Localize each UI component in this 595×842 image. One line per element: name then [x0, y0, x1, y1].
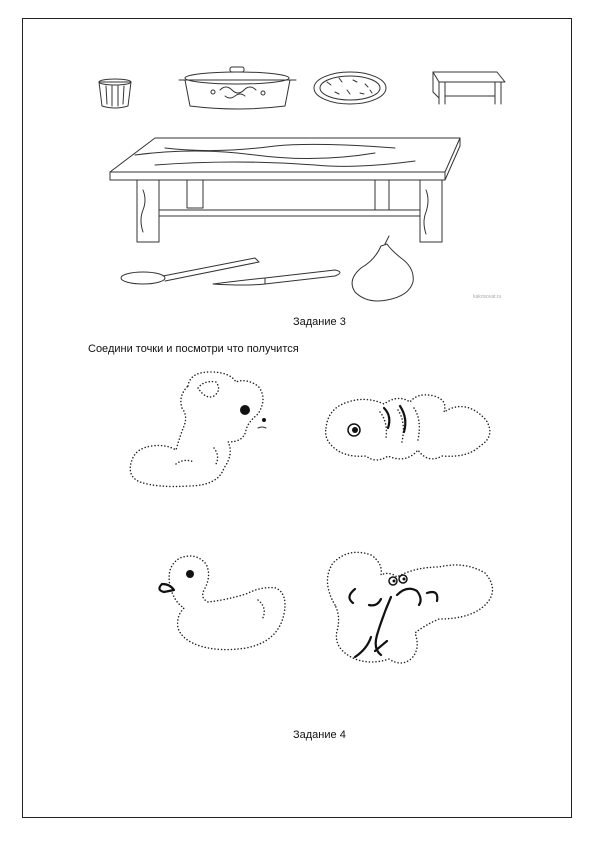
dot-puzzle-butterfly [315, 545, 500, 670]
cup-drawing [99, 79, 131, 108]
knife-drawing [213, 270, 340, 285]
plate-drawing [314, 72, 386, 104]
dot-puzzle-mouse [118, 368, 298, 493]
table-drawing [110, 138, 460, 242]
dot-puzzle-duck [150, 550, 295, 655]
task4-title: Задание 4 [293, 729, 346, 741]
instruction-text: Соедини точки и посмотри что получится [88, 343, 299, 355]
task3-title: Задание 3 [293, 316, 346, 328]
kitchen-illustration [95, 60, 500, 305]
spoon-drawing [121, 258, 259, 284]
pear-drawing [352, 236, 413, 301]
pot-drawing [179, 67, 296, 109]
dot-puzzle-fish [318, 372, 498, 472]
watermark: kakrisovat.ru [473, 294, 502, 300]
stool-drawing [433, 72, 505, 104]
